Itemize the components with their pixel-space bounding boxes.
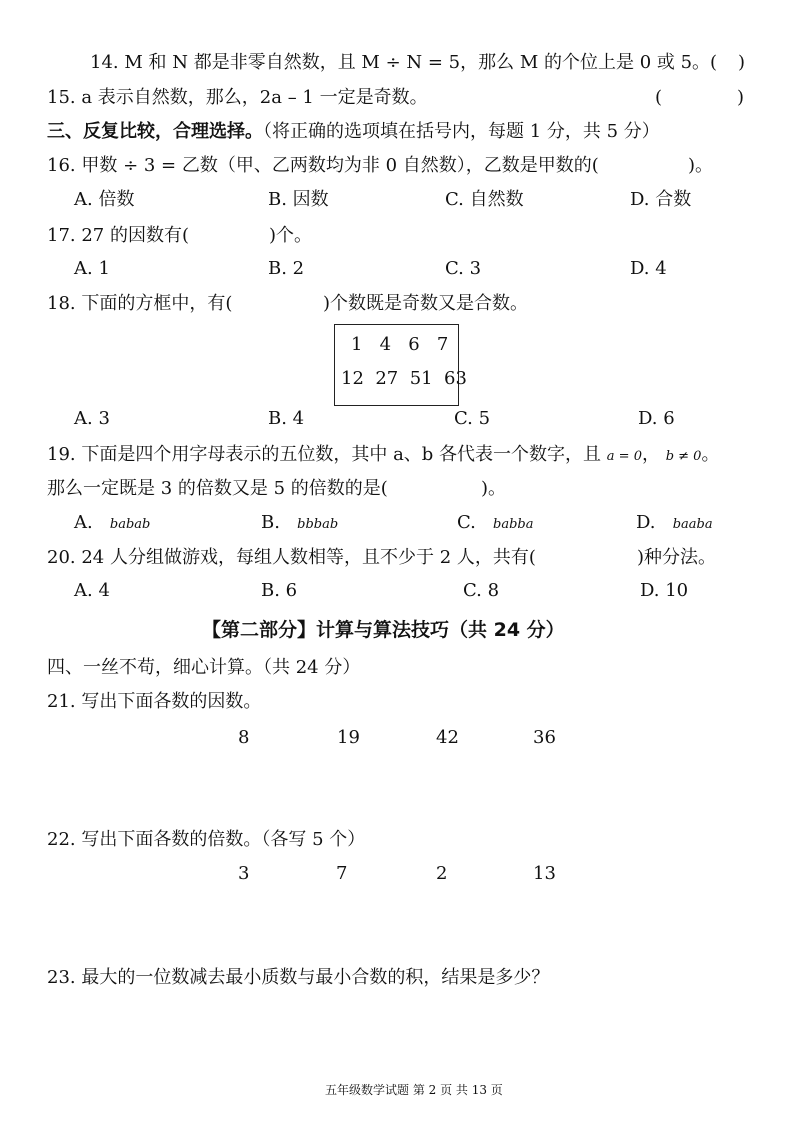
number-box-row-2: 12 27 51 63: [341, 368, 467, 389]
section-3-title: 三、反复比较，合理选择。: [47, 121, 263, 142]
question-18-option-d[interactable]: D. 6: [638, 408, 675, 429]
question-16-close: )。: [688, 155, 714, 176]
question-19-line-1: 19. 下面是四个用字母表示的五位数，其中 a、b 各代表一个数字，且 a = 0， b ≠ 0。: [47, 444, 720, 465]
question-18-option-c[interactable]: C. 5: [454, 408, 491, 429]
question-22-number: 3: [238, 863, 250, 884]
question-17-close: )个。: [269, 225, 313, 246]
option-letter: A.: [74, 512, 93, 533]
section-4-title: 四、一丝不苟，细心计算。（共 24 分）: [47, 657, 361, 678]
question-14-text: 14. M 和 N 都是非零自然数，且 M ÷ N = 5，那么 M 的个位上是 0 或 5。(: [90, 52, 718, 73]
question-16-text: 16. 甲数 ÷ 3 = 乙数（甲、乙两数均为非 0 自然数），乙数是甲数的(: [47, 155, 599, 176]
question-16-option-c[interactable]: C. 自然数: [445, 189, 524, 210]
option-value: bbbab: [297, 517, 339, 532]
question-18-option-a[interactable]: A. 3: [74, 408, 110, 429]
question-19-option-b[interactable]: [261, 511, 338, 537]
option-value: baaba: [672, 517, 713, 532]
section-3-heading: [47, 120, 660, 144]
question-19-line-2: 那么一定既是 3 的倍数又是 5 的倍数的是(: [47, 478, 388, 499]
question-15-text: 15. a 表示自然数，那么，2a – 1 一定是奇数。: [47, 87, 428, 108]
part-2-title: 【第二部分】计算与算法技巧（共 24 分）: [202, 619, 565, 641]
option-letter: C.: [457, 512, 476, 533]
question-18-close: )个数既是奇数又是合数。: [323, 293, 529, 314]
question-22-number: 13: [533, 863, 556, 884]
question-15-open-paren: (: [655, 87, 663, 108]
question-21-number: 42: [436, 727, 459, 748]
question-20-close: )种分法。: [637, 547, 717, 568]
page-footer: 五年级数学试题 第 2 页 共 13 页: [325, 1083, 503, 1097]
option-value: babab: [109, 517, 151, 532]
question-20-option-d[interactable]: D. 10: [640, 580, 689, 601]
question-22-number: 7: [336, 863, 348, 884]
question-17-option-d[interactable]: D. 4: [630, 258, 667, 279]
question-19-condition-a: a = 0: [606, 449, 642, 464]
option-letter: D.: [636, 512, 656, 533]
question-14: [90, 51, 717, 75]
question-21-number: 19: [337, 727, 360, 748]
question-16-option-a[interactable]: A. 倍数: [74, 189, 135, 210]
question-19-line-2-close: )。: [481, 478, 507, 499]
question-21-number: 8: [238, 727, 250, 748]
question-18-option-b[interactable]: B. 4: [268, 408, 305, 429]
question-17-option-c[interactable]: C. 3: [445, 258, 482, 279]
question-22-text: 22. 写出下面各数的倍数。（各写 5 个）: [47, 829, 366, 850]
option-value: babba: [493, 517, 534, 532]
question-17-option-a[interactable]: A. 1: [74, 258, 110, 279]
number-box-row-1: 1 4 6 7: [351, 334, 449, 355]
section-3-note: （将正确的选项填在括号内，每题 1 分，共 5 分）: [263, 121, 660, 142]
question-17-text: 17. 27 的因数有(: [47, 225, 189, 246]
question-19-text: 19. 下面是四个用字母表示的五位数，其中 a、b 各代表一个数字，且: [47, 444, 602, 465]
option-letter: B.: [261, 512, 280, 533]
question-22-number: 2: [436, 863, 448, 884]
question-16-option-b[interactable]: B. 因数: [268, 189, 329, 210]
question-19-option-d[interactable]: [636, 511, 713, 537]
question-20-option-b[interactable]: B. 6: [261, 580, 298, 601]
question-23-text: 23. 最大的一位数减去最小质数与最小合数的积，结果是多少？: [47, 967, 550, 988]
question-14-close-paren: ): [738, 52, 746, 73]
question-20-text: 20. 24 人分组做游戏，每组人数相等，且不少于 2 人，共有(: [47, 547, 536, 568]
question-15-close-paren: ): [737, 87, 745, 108]
question-19-end: 。: [701, 444, 720, 465]
question-16-option-d[interactable]: D. 合数: [630, 189, 692, 210]
question-20-option-c[interactable]: C. 8: [463, 580, 500, 601]
question-18-text: 18. 下面的方框中，有(: [47, 293, 233, 314]
question-19-condition-b: b ≠ 0: [665, 449, 702, 464]
question-19-option-a[interactable]: [74, 511, 150, 537]
question-19-option-c[interactable]: [457, 511, 534, 537]
question-21-number: 36: [533, 727, 556, 748]
number-box: [334, 324, 467, 406]
question-21-text: 21. 写出下面各数的因数。: [47, 691, 262, 712]
question-20-option-a[interactable]: A. 4: [74, 580, 110, 601]
question-17-option-b[interactable]: B. 2: [268, 258, 305, 279]
